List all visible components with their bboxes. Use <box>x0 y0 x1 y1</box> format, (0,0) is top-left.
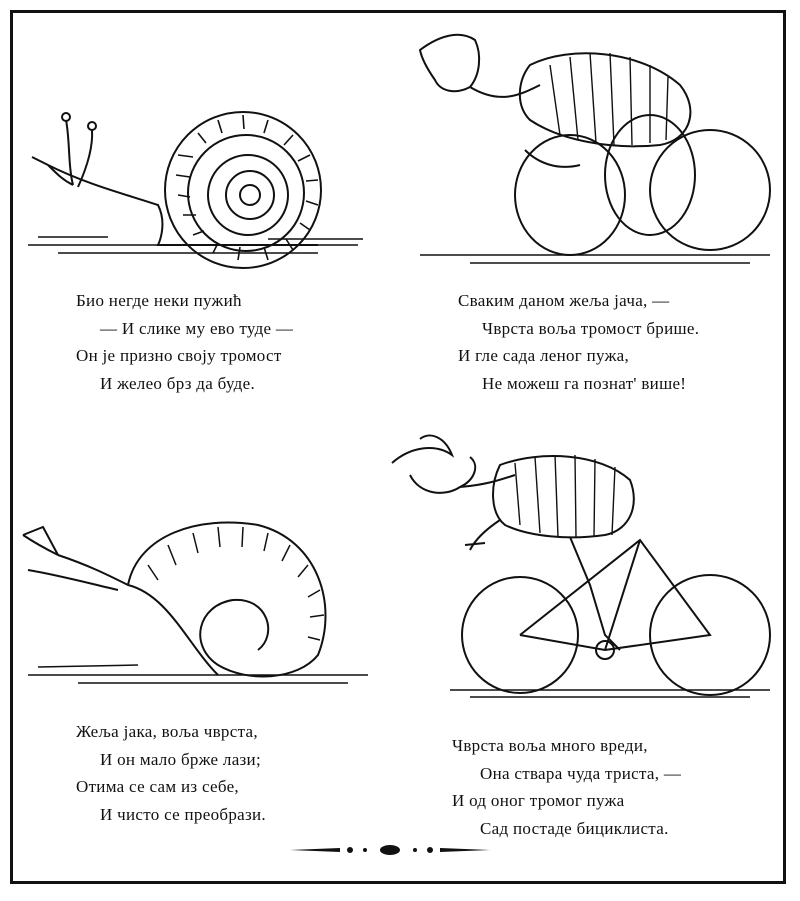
verse-line: Не можеш га познат' више! <box>482 373 687 393</box>
verse-line: И од оног тромог пужа <box>452 791 625 810</box>
verse-line: — И слике му ево туде — <box>100 318 294 338</box>
verse-line: Био негде неки пужић <box>76 291 242 310</box>
verse-line: И желео брз да буде. <box>100 373 256 393</box>
stretched-snail-icon <box>18 505 378 705</box>
verse-panel-4 <box>452 732 681 842</box>
verse-line: И он мало брже лази; <box>100 749 261 769</box>
verse-line: Жеља јака, воља чврста, <box>76 722 258 741</box>
verse-line: Чврста воља тромост брише. <box>482 318 700 338</box>
verse-line: И чисто се преобрази. <box>100 804 266 824</box>
verse-line: Чврста воља много вреди, <box>452 736 648 755</box>
verse-line: Сваким даном жеља јача, — <box>458 291 670 310</box>
cyclist-icon <box>390 425 780 705</box>
verse-panel-2 <box>458 287 699 397</box>
snail-on-wheels-icon <box>410 25 780 275</box>
snail-icon <box>18 95 378 275</box>
verse-panel-3 <box>76 718 266 828</box>
ornament-divider <box>290 840 490 860</box>
verse-line: Он је призно својy тромост <box>76 346 282 365</box>
verse-line: Сад постаде бициклиста. <box>480 818 669 838</box>
verse-line: Отима се сам из себе, <box>76 777 239 796</box>
verse-line: Она ствара чуда триста, — <box>480 763 682 783</box>
verse-line: И гле сада леног пужа, <box>458 346 630 365</box>
verse-panel-1 <box>76 287 293 397</box>
